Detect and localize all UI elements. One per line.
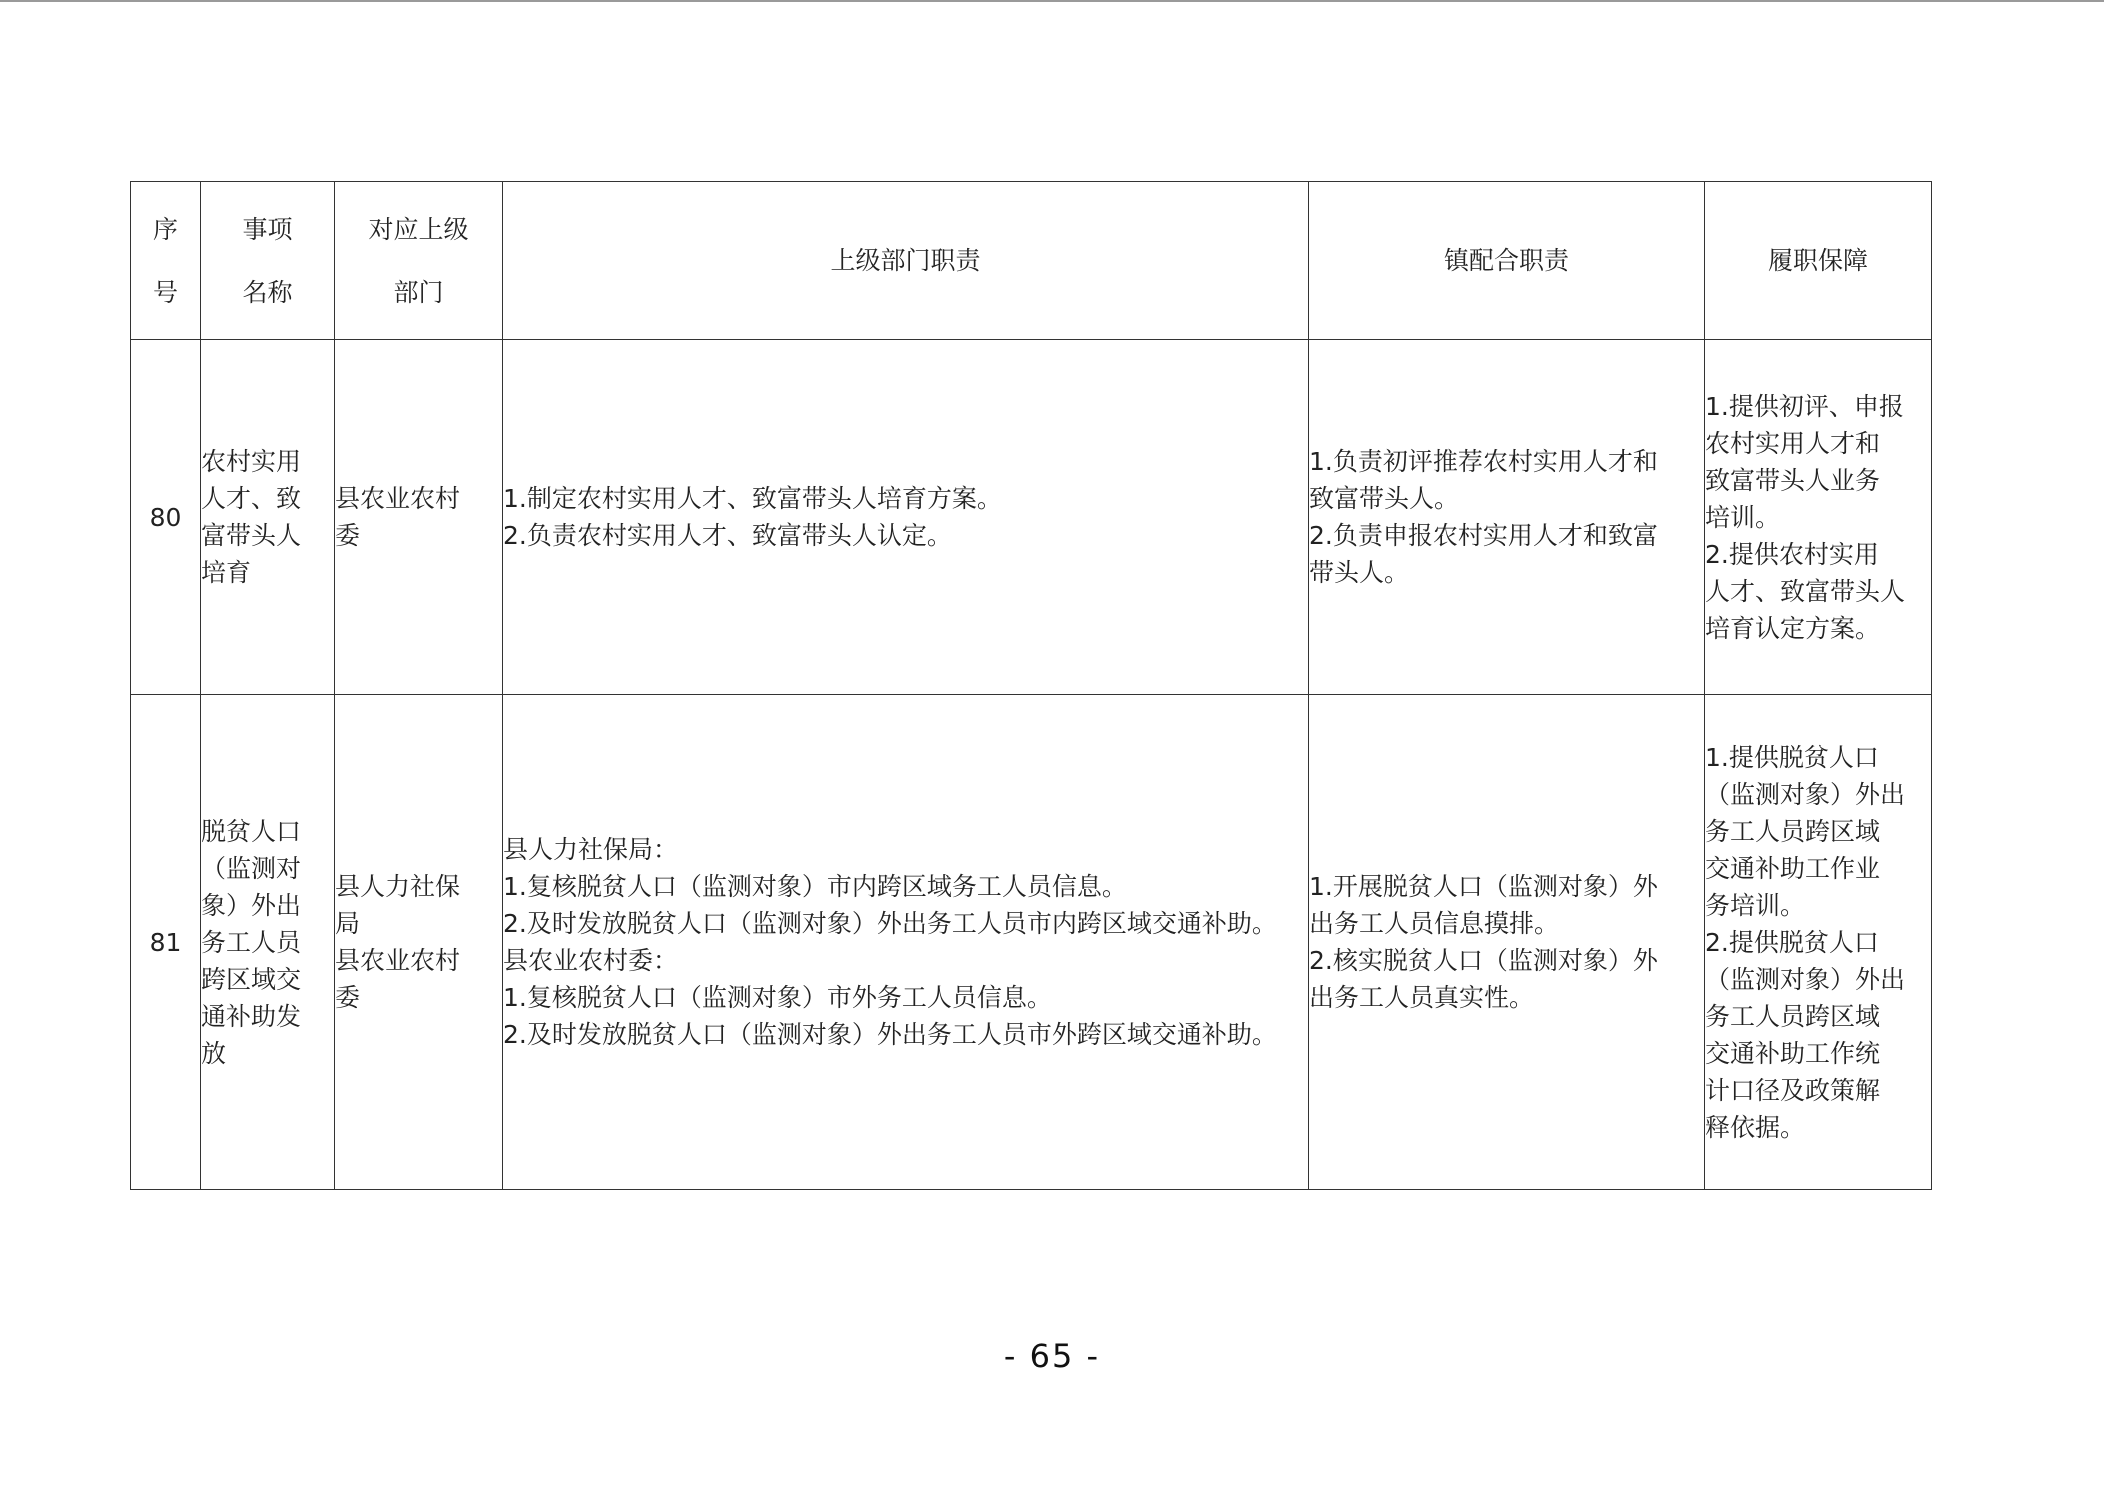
town-duty-line: 1.开展脱贫人口（监测对象）外 xyxy=(1309,872,1658,901)
town-duty-line: 2.负责申报农村实用人才和致富 xyxy=(1309,521,1658,550)
item-name-line: 人才、致 xyxy=(201,484,302,513)
guarantee-line: 1.提供初评、申报 xyxy=(1705,391,1904,421)
header-guarantee: 履职保障 xyxy=(1705,182,1932,340)
town-duty-line: 出务工人员信息摸排。 xyxy=(1309,909,1560,938)
dept-line: 县农业农村 xyxy=(335,484,461,513)
item-name-line: 富带头人 xyxy=(201,521,302,550)
guarantee-line: 1.提供脱贫人口 xyxy=(1705,742,1879,772)
header-item-name-line: 名称 xyxy=(242,277,293,307)
guarantee-line: 计口径及政策解 xyxy=(1705,1075,1881,1105)
row-dept xyxy=(335,695,503,1190)
item-name-line: 培育 xyxy=(201,558,252,587)
row-dept xyxy=(335,340,503,695)
upper-duty-line: 1.复核脱贫人口（监测对象）市内跨区域务工人员信息。 xyxy=(503,872,1127,901)
header-seq-line: 号 xyxy=(152,277,178,307)
upper-duty-line: 县农业农村委： xyxy=(503,946,679,975)
dept-line: 委 xyxy=(335,983,361,1012)
town-duty-line: 出务工人员真实性。 xyxy=(1309,983,1535,1012)
dept-line: 局 xyxy=(335,909,361,938)
guarantee-line: 培训。 xyxy=(1705,502,1781,532)
guarantee-line: 释依据。 xyxy=(1705,1112,1806,1142)
guarantee-line: （监测对象）外出 xyxy=(1705,779,1906,809)
table-row xyxy=(131,340,1932,695)
row-upper-duty xyxy=(503,340,1309,695)
item-name-line: （监测对 xyxy=(201,853,302,883)
dept-line: 委 xyxy=(335,521,361,550)
guarantee-line: 务工人员跨区域 xyxy=(1705,1001,1881,1031)
row-town-duty xyxy=(1309,695,1705,1190)
town-duty-line: 带头人。 xyxy=(1309,558,1410,587)
duty-table xyxy=(130,181,1932,1190)
upper-duty-line: 1.制定农村实用人才、致富带头人培育方案。 xyxy=(503,484,1002,513)
upper-duty-line: 2.及时发放脱贫人口（监测对象）外出务工人员市内跨区域交通补助。 xyxy=(503,909,1277,938)
guarantee-line: （监测对象）外出 xyxy=(1705,964,1906,994)
header-seq xyxy=(131,182,201,340)
row-seq: 80 xyxy=(131,340,201,695)
item-name-line: 放 xyxy=(201,1038,227,1068)
header-item-name-line: 事项 xyxy=(242,214,293,244)
dept-line: 县农业农村 xyxy=(335,946,461,975)
town-duty-line: 1.负责初评推荐农村实用人才和 xyxy=(1309,447,1658,476)
guarantee-line: 务培训。 xyxy=(1705,890,1806,920)
header-item-name xyxy=(201,182,335,340)
row-item-name xyxy=(201,695,335,1190)
item-name-line: 通补助发 xyxy=(201,1001,302,1031)
upper-duty-line: 2.负责农村实用人才、致富带头人认定。 xyxy=(503,521,952,550)
guarantee-line: 致富带头人业务 xyxy=(1705,465,1881,495)
item-name-line: 跨区域交 xyxy=(201,964,302,994)
row-town-duty xyxy=(1309,340,1705,695)
guarantee-line: 人才、致富带头人 xyxy=(1705,576,1906,606)
header-upper-duty: 上级部门职责 xyxy=(503,182,1309,340)
header-dept-line: 对应上级 xyxy=(368,214,469,244)
row-seq: 81 xyxy=(131,695,201,1190)
item-name-line: 象）外出 xyxy=(201,890,302,920)
item-name-line: 脱贫人口 xyxy=(201,816,302,846)
page-number: - 65 - xyxy=(1003,1337,1101,1375)
guarantee-line: 培育认定方案。 xyxy=(1705,613,1881,643)
guarantee-line: 交通补助工作统 xyxy=(1705,1038,1881,1068)
guarantee-line: 农村实用人才和 xyxy=(1705,428,1881,458)
guarantee-line: 2.提供脱贫人口 xyxy=(1705,927,1879,957)
top-border-line xyxy=(0,0,2104,2)
table-row xyxy=(131,695,1932,1190)
upper-duty-line: 县人力社保局： xyxy=(503,835,679,864)
town-duty-line: 致富带头人。 xyxy=(1309,484,1460,513)
header-town-duty: 镇配合职责 xyxy=(1309,182,1705,340)
row-guarantee xyxy=(1705,695,1932,1190)
upper-duty-line: 1.复核脱贫人口（监测对象）市外务工人员信息。 xyxy=(503,983,1052,1012)
item-name-line: 农村实用 xyxy=(201,447,302,476)
row-guarantee xyxy=(1705,340,1932,695)
item-name-line: 务工人员 xyxy=(201,927,302,957)
row-item-name xyxy=(201,340,335,695)
upper-duty-line: 2.及时发放脱贫人口（监测对象）外出务工人员市外跨区域交通补助。 xyxy=(503,1020,1277,1049)
dept-line: 县人力社保 xyxy=(335,872,461,901)
row-upper-duty xyxy=(503,695,1309,1190)
header-dept xyxy=(335,182,503,340)
guarantee-line: 2.提供农村实用 xyxy=(1705,539,1879,569)
table-header-row xyxy=(131,182,1932,340)
town-duty-line: 2.核实脱贫人口（监测对象）外 xyxy=(1309,946,1658,975)
guarantee-line: 交通补助工作业 xyxy=(1705,853,1881,883)
guarantee-line: 务工人员跨区域 xyxy=(1705,816,1881,846)
header-dept-line: 部门 xyxy=(393,277,444,307)
header-seq-line: 序 xyxy=(152,214,178,244)
